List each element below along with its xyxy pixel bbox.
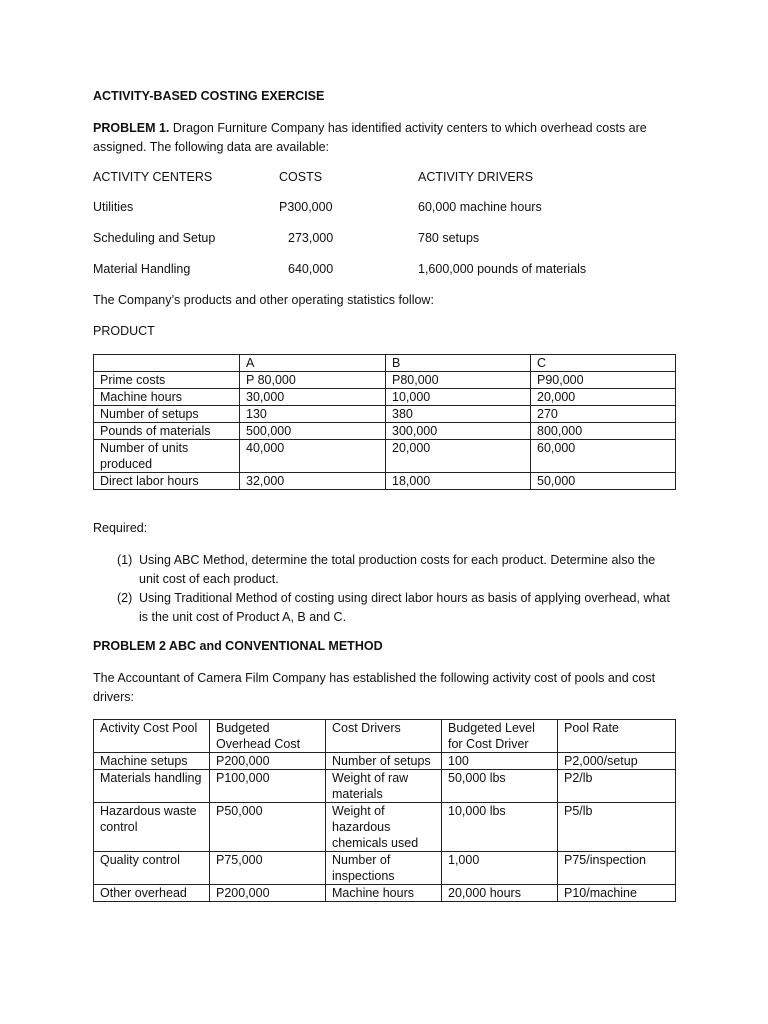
table-cell: 130	[240, 406, 386, 423]
table-cell: Prime costs	[94, 372, 240, 389]
table-cell: Budgeted Level for Cost Driver	[442, 720, 558, 753]
table-cell: 800,000	[531, 423, 676, 440]
table-cell: Number of setups	[326, 753, 442, 770]
list-item	[93, 589, 673, 627]
table-cell: 20,000	[386, 440, 531, 473]
table-cell: P10/machine	[558, 885, 676, 902]
table-cell: Materials handling	[94, 770, 210, 803]
required-list	[93, 551, 673, 627]
col-header-costs: COSTS	[279, 170, 323, 184]
table-cell: Machine hours	[326, 885, 442, 902]
table-header-row	[94, 355, 676, 372]
table-cell: Weight of raw materials	[326, 770, 442, 803]
table-cell: A	[240, 355, 386, 372]
table-row	[94, 770, 676, 803]
table-cell: Cost Drivers	[326, 720, 442, 753]
table-cell: 30,000	[240, 389, 386, 406]
table-cell	[94, 355, 240, 372]
required-label: Required:	[93, 521, 148, 535]
table-cell: P200,000	[210, 885, 326, 902]
table-cell: Number of inspections	[326, 852, 442, 885]
table-cell: 40,000	[240, 440, 386, 473]
activity-center-name: Utilities	[93, 200, 134, 214]
table-cell: 380	[386, 406, 531, 423]
table-cell: Pool Rate	[558, 720, 676, 753]
problem2-title: PROBLEM 2 ABC and CONVENTIONAL METHOD	[93, 639, 383, 653]
table-cell: 100	[442, 753, 558, 770]
list-item	[93, 551, 673, 589]
activity-center-cost: 273,000	[288, 231, 334, 245]
table-row	[94, 473, 676, 490]
table-cell: 60,000	[531, 440, 676, 473]
cost-pool-table	[93, 719, 676, 902]
table-header-row	[94, 720, 676, 753]
table-row	[94, 803, 676, 852]
table-cell: 10,000	[386, 389, 531, 406]
table-cell: P90,000	[531, 372, 676, 389]
table-cell: 18,000	[386, 473, 531, 490]
table-row	[94, 885, 676, 902]
table-cell: 270	[531, 406, 676, 423]
activity-center-cost: P300,000	[279, 200, 333, 214]
table-cell: Number of units produced	[94, 440, 240, 473]
table-cell: 32,000	[240, 473, 386, 490]
activity-center-name: Scheduling and Setup	[93, 231, 216, 245]
table-cell: Machine hours	[94, 389, 240, 406]
table-cell: Pounds of materials	[94, 423, 240, 440]
list-item-number: (1)	[117, 553, 133, 567]
problem1-intro-text: Dragon Furniture Company has identified activity centers to which overhead costs are assigned. The following data are available:	[93, 121, 647, 154]
table-cell: Number of setups	[94, 406, 240, 423]
table-cell: Activity Cost Pool	[94, 720, 210, 753]
table-cell: 50,000 lbs	[442, 770, 558, 803]
table-cell: 20,000 hours	[442, 885, 558, 902]
table-cell: P 80,000	[240, 372, 386, 389]
table-row	[94, 440, 676, 473]
table-cell: P75,000	[210, 852, 326, 885]
list-item-text: Using Traditional Method of costing using direct labor hours as basis of applying overhead, what is the unit cost of Product A, B and C.	[139, 591, 670, 624]
activity-center-driver: 780 setups	[418, 231, 480, 245]
table-row	[94, 372, 676, 389]
table-cell: P200,000	[210, 753, 326, 770]
product-label: PRODUCT	[93, 324, 155, 338]
problem1-label: PROBLEM 1.	[93, 121, 170, 135]
table-cell: Direct labor hours	[94, 473, 240, 490]
table-cell: P2,000/setup	[558, 753, 676, 770]
table-cell: Budgeted Overhead Cost	[210, 720, 326, 753]
table-row	[94, 423, 676, 440]
stats-intro: The Company’s products and other operating statistics follow:	[93, 293, 434, 307]
table-cell: 10,000 lbs	[442, 803, 558, 852]
product-table	[93, 354, 676, 490]
problem1-intro	[93, 119, 683, 157]
table-cell: C	[531, 355, 676, 372]
table-cell: P50,000	[210, 803, 326, 852]
activity-center-name: Material Handling	[93, 262, 191, 276]
list-item-text: Using ABC Method, determine the total production costs for each product. Determine also the unit cost of each product.	[139, 553, 656, 586]
table-cell: 1,000	[442, 852, 558, 885]
table-cell: Quality control	[94, 852, 210, 885]
table-cell: P75/inspection	[558, 852, 676, 885]
problem2-intro: The Accountant of Camera Film Company has established the following activity cost of pools and cost drivers:	[93, 671, 656, 704]
table-row	[94, 753, 676, 770]
table-cell: P100,000	[210, 770, 326, 803]
table-cell: 300,000	[386, 423, 531, 440]
table-cell: Machine setups	[94, 753, 210, 770]
col-header-activity-centers: ACTIVITY CENTERS	[93, 170, 213, 184]
table-cell: 20,000	[531, 389, 676, 406]
table-cell: P80,000	[386, 372, 531, 389]
table-row	[94, 852, 676, 885]
document-title: ACTIVITY-BASED COSTING EXERCISE	[93, 89, 325, 103]
activity-center-driver: 60,000 machine hours	[418, 200, 542, 214]
table-cell: 50,000	[531, 473, 676, 490]
activity-center-cost: 640,000	[288, 262, 334, 276]
col-header-activity-drivers: ACTIVITY DRIVERS	[418, 170, 534, 184]
table-row	[94, 389, 676, 406]
table-cell: Other overhead	[94, 885, 210, 902]
table-cell: Hazardous waste control	[94, 803, 210, 852]
table-cell: B	[386, 355, 531, 372]
table-cell: P5/lb	[558, 803, 676, 852]
table-row	[94, 406, 676, 423]
table-cell: Weight of hazardous chemicals used	[326, 803, 442, 852]
list-item-number: (2)	[117, 591, 133, 605]
table-cell: 500,000	[240, 423, 386, 440]
table-cell: P2/lb	[558, 770, 676, 803]
activity-center-driver: 1,600,000 pounds of materials	[418, 262, 587, 276]
